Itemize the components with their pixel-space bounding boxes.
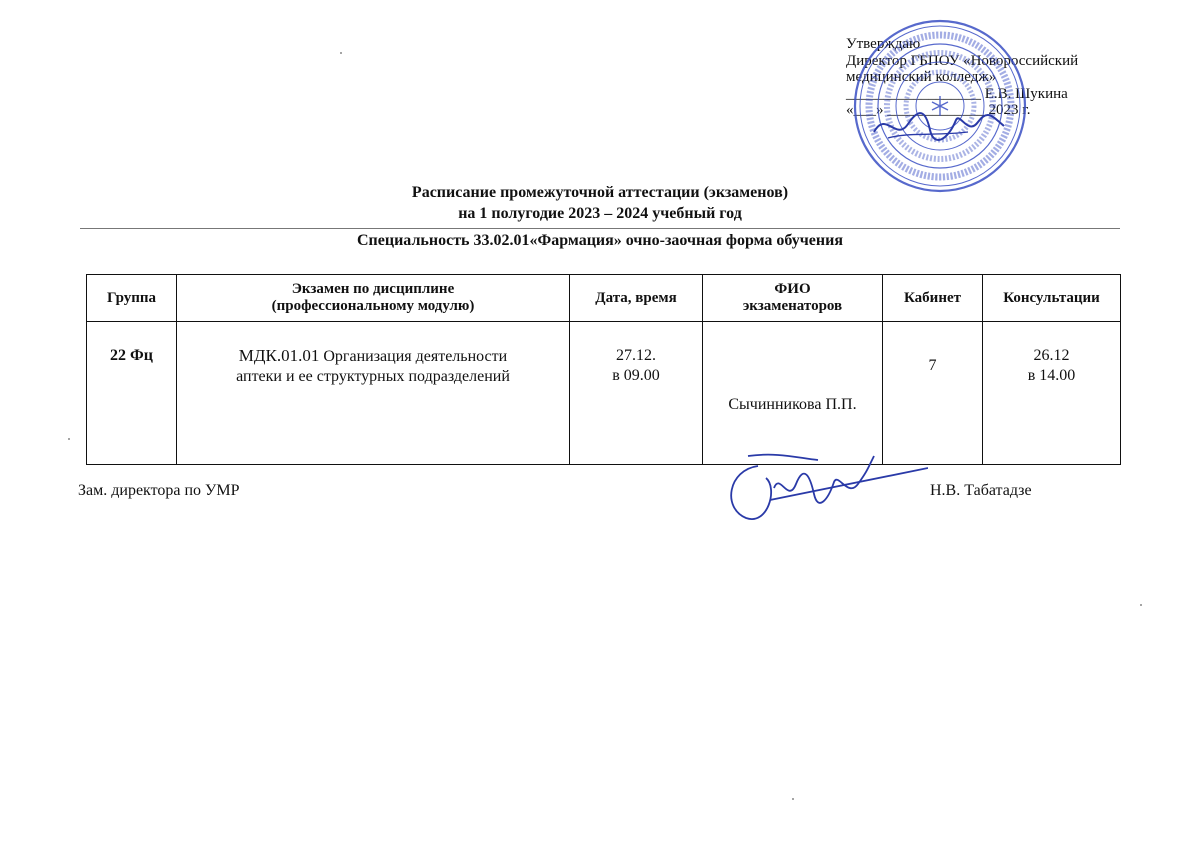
- approval-line-1: Утверждаю: [846, 36, 921, 52]
- header-cabinet: Кабинет: [883, 275, 983, 322]
- header-datetime: Дата, время: [570, 275, 703, 322]
- header-group: Группа: [87, 275, 177, 322]
- cell-cabinet: 7: [883, 322, 983, 465]
- header-exam: [177, 275, 570, 322]
- cell-examiner: Сычинникова П.П.: [703, 322, 883, 465]
- header-exam-line2: (профессиональному модулю): [271, 298, 475, 314]
- header-fio: [703, 275, 883, 322]
- consult-date: 26.12: [1033, 347, 1070, 364]
- table-header-row: [87, 275, 1121, 322]
- cell-exam: [177, 322, 570, 465]
- doc-subtitle: на 1 полугодие 2023 – 2024 учебный год: [458, 205, 742, 222]
- scan-speck: [340, 52, 342, 54]
- cell-consultation: [983, 322, 1121, 465]
- exam-code: МДК.01.01: [238, 346, 320, 365]
- title-divider: [80, 228, 1120, 229]
- exam-time: в 09.00: [612, 367, 660, 384]
- director-signature: [868, 102, 1008, 146]
- scan-speck: [792, 798, 794, 800]
- cell-datetime: [570, 322, 703, 465]
- deputy-director-label: Зам. директора по УМР: [78, 482, 240, 499]
- approval-line-4: __________________ Е.В. Шукина: [846, 85, 1068, 102]
- header-fio-line1: ФИО: [774, 281, 811, 297]
- header-consult: Консультации: [983, 275, 1121, 322]
- exam-title-part2: аптеки и ее структурных подразделений: [236, 368, 510, 385]
- deputy-director-name: Н.В. Табатадзе: [930, 482, 1032, 499]
- exam-line1: [181, 346, 565, 367]
- scan-speck: [68, 438, 70, 440]
- approval-line-5: «___» _____________ 2023 г.: [846, 102, 1031, 118]
- exam-date: 27.12.: [616, 347, 656, 364]
- consult-time: в 14.00: [1027, 367, 1076, 384]
- cell-group: 22 Фц: [87, 322, 177, 465]
- approval-line-3: медицинский колледж»: [846, 69, 997, 85]
- scan-speck: [1140, 604, 1142, 606]
- table-row: [87, 322, 1121, 465]
- doc-title: Расписание промежуточной аттестации (экзаменов): [411, 184, 789, 201]
- exam-schedule-table: [86, 274, 1121, 465]
- deputy-signature: [718, 448, 928, 530]
- approval-line-2: Директор ГБПОУ «Новороссийский: [846, 52, 1079, 69]
- header-fio-line2: экзаменаторов: [742, 298, 843, 314]
- header-exam-line1: Экзамен по дисциплине: [291, 281, 455, 297]
- exam-title-part1: Организация деятельности: [319, 348, 508, 365]
- specialty-line: Специальность 33.02.01«Фармация» очно-заочная форма обучения: [356, 232, 843, 249]
